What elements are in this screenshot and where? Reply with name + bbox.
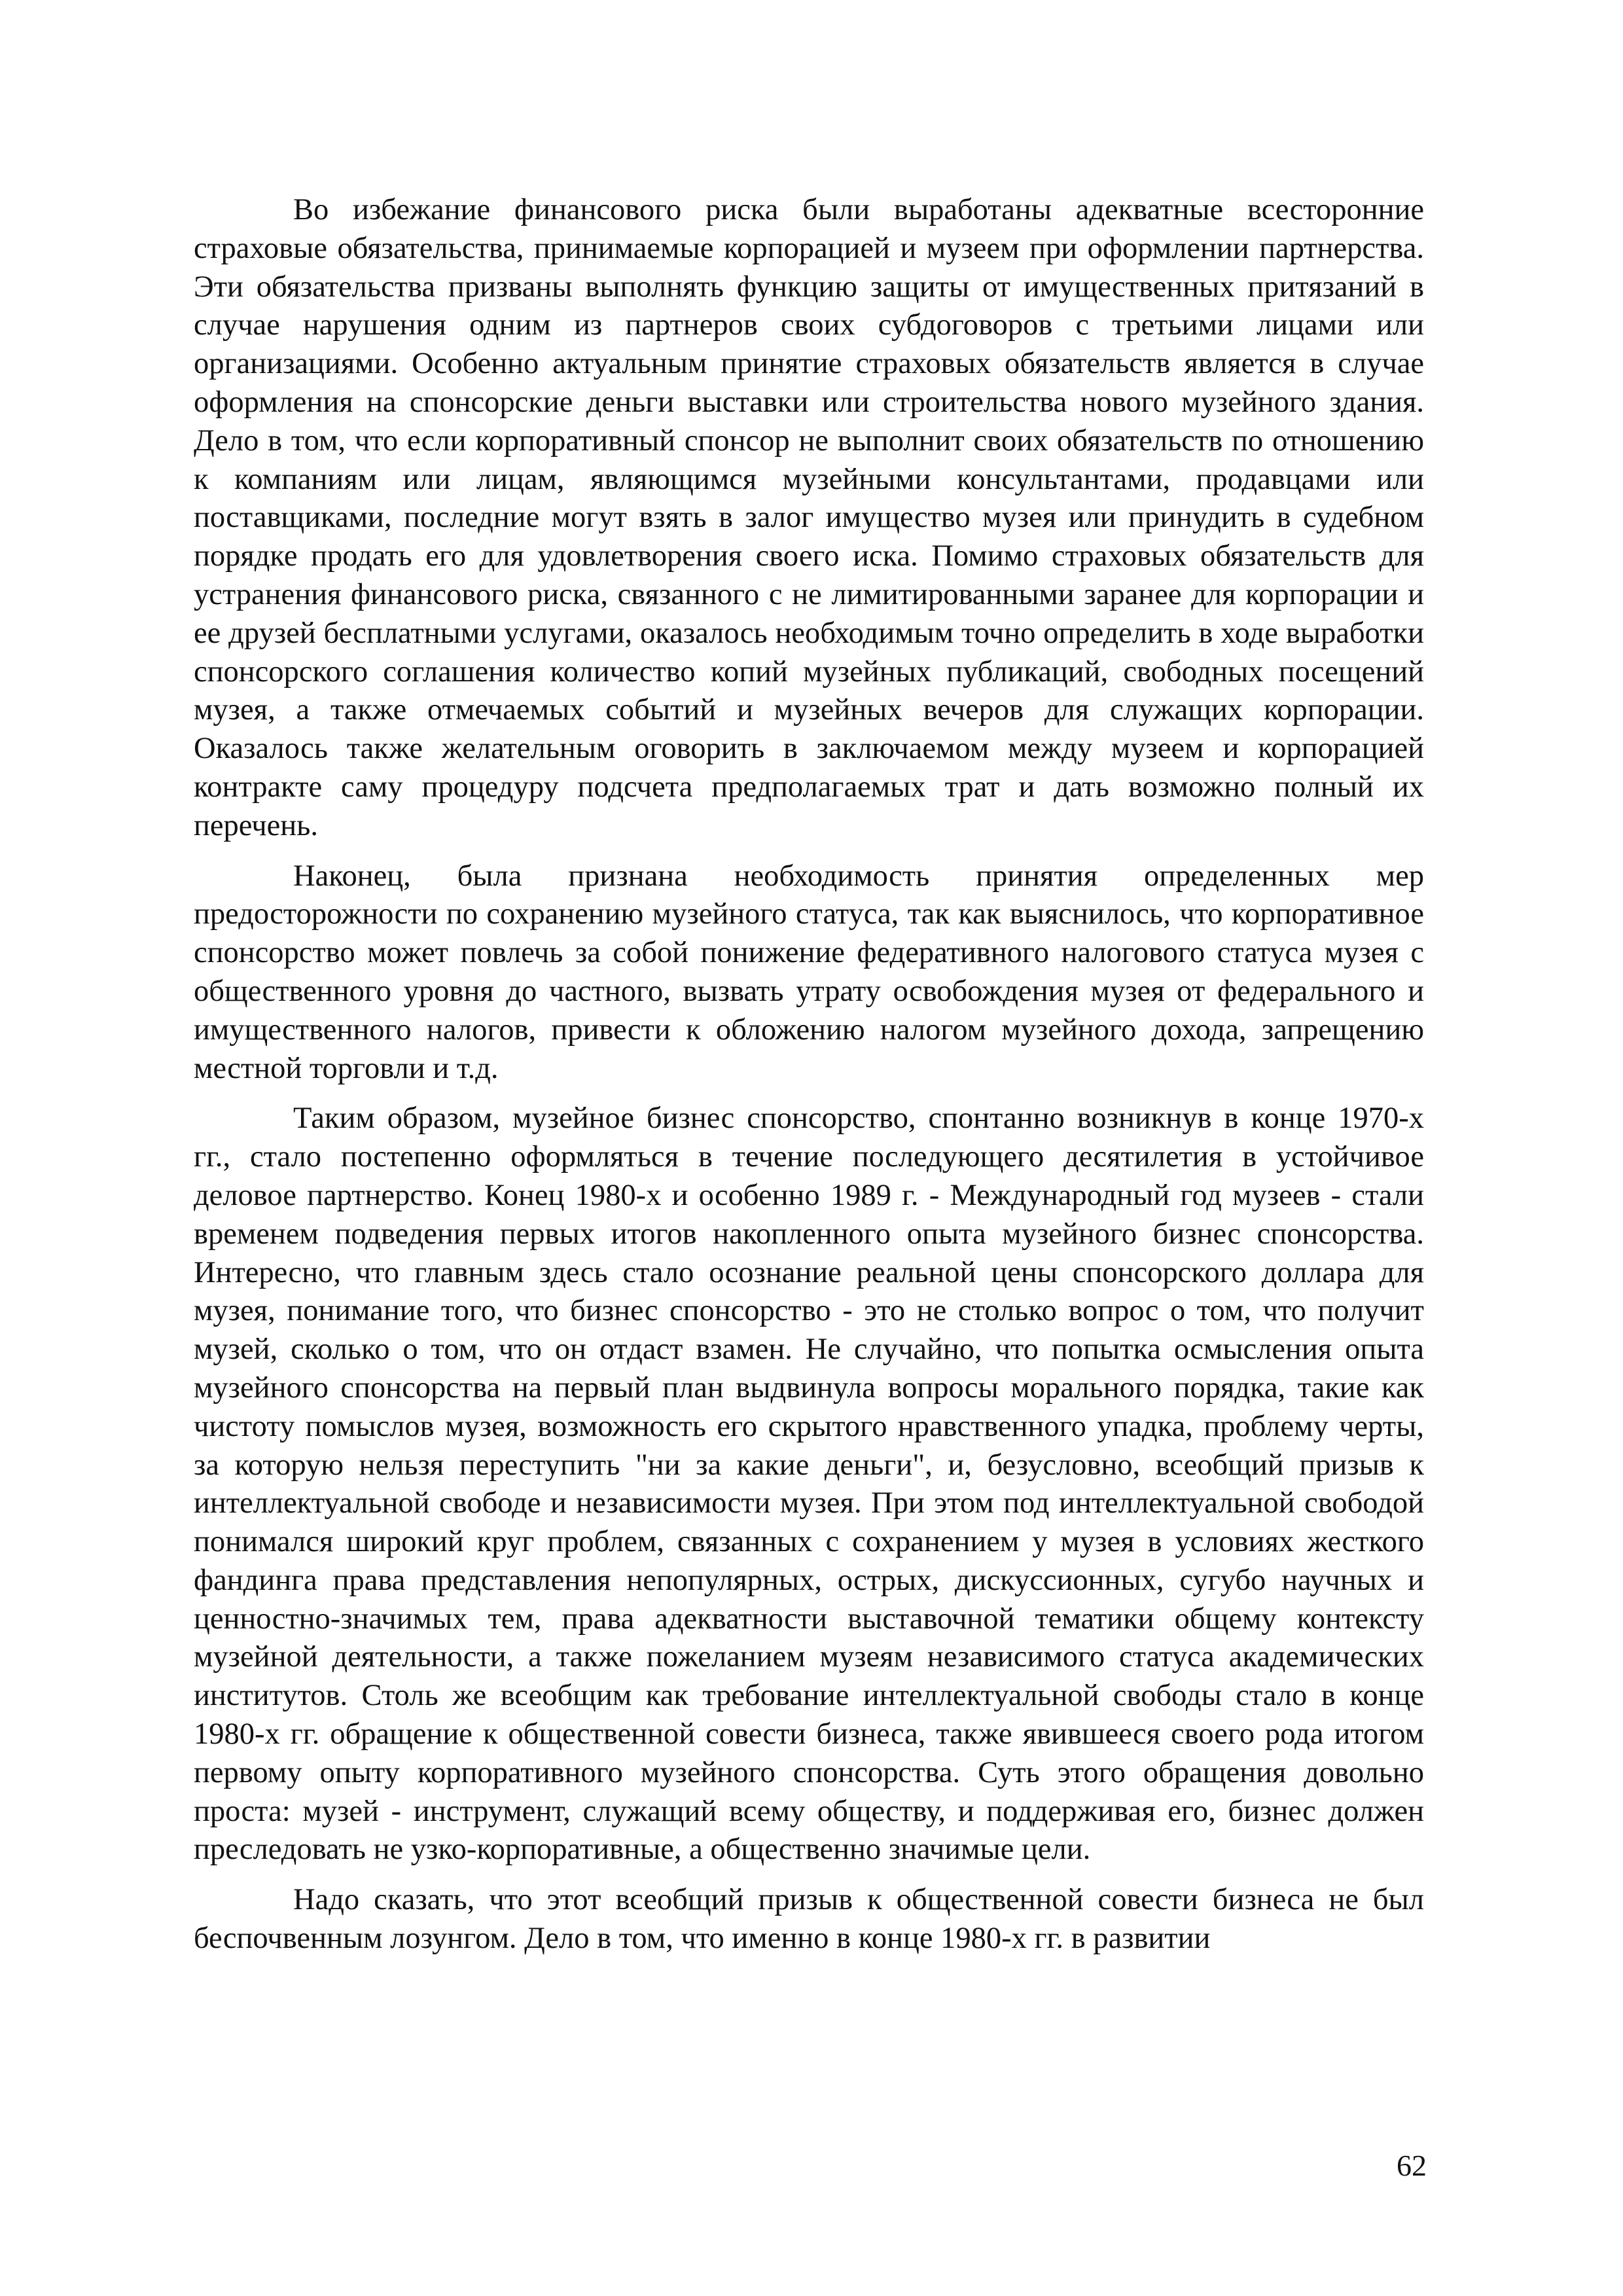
- paragraph-museum-status: Наконец, была признана необходимость принятия определенных мер предосторожности по сохранению музейного статуса, так как выяснилось, что корпоративное спонсорство может повлечь за собой понижение федеративного налогового статуса музея с общественного уровня до частного, вызвать утрату освобождения музея от федерального и имущественного налогов, привести к обложению налогом музейного дохода, запрещению местной торговли и т.д.: [194, 859, 1424, 1085]
- page-number: 62: [1397, 2149, 1427, 2182]
- paragraph-financial-risk: Во избежание финансового риска были выработаны адекватные всесторонние страховые обязательства, принимаемые корпорацией и музеем при оформлении партнерства. Эти обязательства призваны выполнять функцию защиты от имущественных притязаний в случае нарушения одним из партнеров своих субдоговоров с третьими лицами или организациями. Особенно актуальным принятие страховых обязательств является в случае оформления на спонсорские деньги выставки или строительства нового музейного здания. Дело в том, что если корпоративный спонсор не выполнит своих обязательств по отношению к компаниям или лицам, являющимся музейными консультантами, продавцами или поставщиками, последние могут взять в залог имущество музея или принудить в судебном порядке продать его для удовлетворения своего иска. Помимо страховых обязательств для устранения финансового риска, связанного с не лимитированными заранее для корпорации и ее друзей бесплатными услугами, оказалось необходимым точно определить в ходе выработки спонсорского соглашения количество копий музейных публикаций, свободных посещений музея, а также отмечаемых событий и музейных вечеров для служащих корпорации. Оказалось также желательным оговорить в заключаемом между музеем и корпорацией контракте саму процедуру подсчета предполагаемых трат и дать возможно полный их перечень.: [194, 193, 1424, 842]
- document-body: [194, 191, 1424, 1958]
- paragraph-public-conscience: Надо сказать, что этот всеобщий призыв к общественной совести бизнеса не был беспочвенным лозунгом. Дело в том, что именно в конце 1980-х гг. в развитии: [194, 1883, 1424, 1956]
- paragraph-business-sponsorship: Таким образом, музейное бизнес спонсорство, спонтанно возникнув в конце 1970-х гг., стало постепенно оформляться в течение последующего десятилетия в устойчивое деловое партнерство. Конец 1980-х и особенно 1989 г. - Международный год музеев - стали временем подведения первых итогов накопленного опыта музейного бизнес спонсорства. Интересно, что главным здесь стало осознание реальной цены спонсорского доллара для музея, понимание того, что бизнес спонсорство - это не столько вопрос о том, что получит музей, сколько о том, что он отдаст взамен. Не случайно, что попытка осмысления опыта музейного спонсорства на первый план выдвинула вопросы морального порядка, такие как чистоту помыслов музея, возможность его скрытого нравственного упадка, проблему черты, за которую нельзя переступить "ни за какие деньги", и, безусловно, всеобщий призыв к интеллектуальной свободе и независимости музея. При этом под интеллектуальной свободой понимался широкий круг проблем, связанных с сохранением у музея в условиях жесткого фандинга права представления непопулярных, острых, дискуссионных, сугубо научных и ценностно-значимых тем, права адекватности выставочной тематики общему контексту музейной деятельности, а также пожеланием музеям независимого статуса академических институтов. Столь же всеобщим как требование интеллектуальной свободы стало в конце 1980-х гг. обращение к общественной совести бизнеса, также явившееся своего рода итогом первому опыту корпоративного музейного спонсорства. Суть этого обращения довольно проста: музей - инструмент, служащий всему обществу, и поддерживая его, бизнес должен преследовать не узко-корпоративные, а общественно значимые цели.: [194, 1102, 1424, 1867]
